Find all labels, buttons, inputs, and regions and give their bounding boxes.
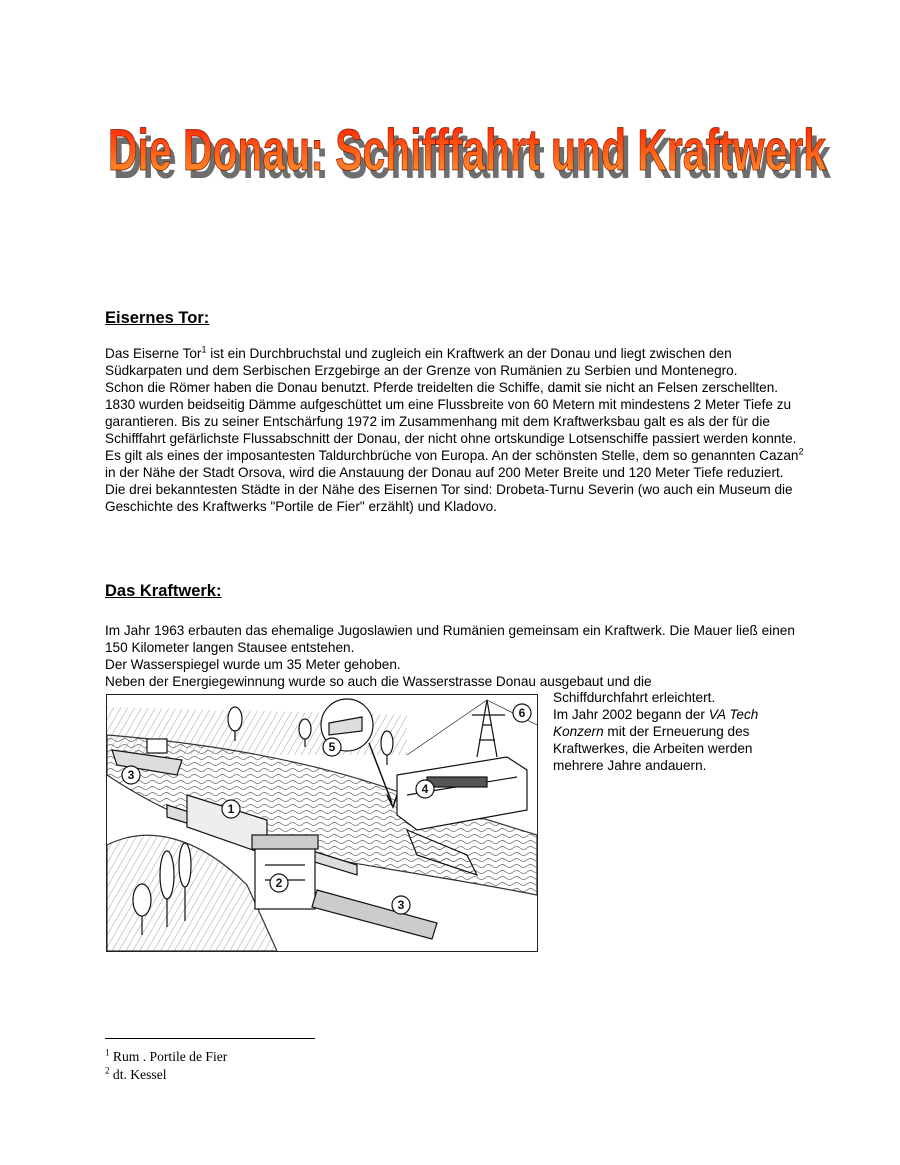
figure-label-6: 6 — [518, 706, 526, 720]
figure-label-1: 1 — [227, 802, 235, 816]
paragraph — [553, 706, 798, 774]
footnote-ref: 1 — [201, 344, 207, 355]
footnote-ref: 2 — [798, 446, 804, 457]
figure-label-2: 2 — [275, 876, 283, 890]
text: Im Jahr 2002 begann der — [553, 707, 709, 722]
text: in der Nähe der Stadt Orsova, wird die Anstauung der Donau auf 200 Meter Breite und 120 Meter Tiefe reduziert. — [105, 465, 784, 480]
figure-label-3a: 3 — [127, 768, 135, 782]
footnote-2 — [105, 1066, 167, 1083]
paragraph: Schiffdurchfahrt erleichtert. — [553, 690, 716, 705]
figure-label-5: 5 — [328, 740, 336, 754]
paragraph: Schon die Römer haben die Donau benutzt. Pferde treidelten die Schiffe, damit sie nicht an Felsen zerschellten. — [105, 380, 779, 395]
text: Es gilt als eines der imposantesten Taldurchbrüche von Europa. An der schönsten Stelle, dem so genannten Cazan — [105, 448, 799, 463]
footnote-number: 1 — [105, 1047, 110, 1058]
footnote-1 — [105, 1048, 227, 1065]
section-body-kraftwerk — [105, 622, 805, 690]
page-title-text: Die Donau: Schifffahrt und Kraftwerk — [108, 118, 827, 183]
text: mit der Erneuerung des Kraftwerkes, die Arbeiten werden mehrere Jahre andauern. — [553, 724, 753, 773]
paragraph — [105, 345, 805, 379]
paragraph: Neben der Energiegewinnung wurde so auch die Wasserstrasse Donau ausgebaut und die — [105, 674, 652, 689]
footnote-text: dt. Kessel — [112, 1067, 167, 1082]
figure-label-3b: 3 — [397, 898, 405, 912]
text: ist ein Durchbruchstal und zugleich ein Kraftwerk an der Donau und liegt zwischen den Südkarpaten und dem Serbischen Erzgebirge an der Grenze von Rumänien zu Serbien und Montenegro. — [105, 346, 738, 378]
company-name: VA Tech Konzern — [553, 707, 759, 739]
section-body-eisernes-tor — [105, 345, 805, 515]
footnote-text: Rum . Portile de Fier — [112, 1049, 228, 1064]
paragraph — [105, 447, 805, 481]
page-title-shadow: Die Donau: Schifffahrt und Kraftwerk — [113, 126, 832, 191]
paragraph: Im Jahr 1963 erbauten das ehemalige Jugoslawien und Rumänien gemeinsam ein Kraftwerk. Die Mauer ließ einen 150 Kilometer langen Stausee entstehen. — [105, 623, 795, 655]
figure-label-4: 4 — [421, 782, 429, 796]
text: Das Eiserne Tor — [105, 346, 202, 361]
section-heading-kraftwerk: Das Kraftwerk: — [105, 582, 222, 600]
power-plant-illustration — [106, 694, 538, 952]
footnote-number: 2 — [105, 1065, 110, 1076]
footnote-divider — [105, 1038, 315, 1039]
paragraph: Die drei bekanntesten Städte in der Nähe des Eisernen Tor sind: Drobeta-Turnu Severin (wo auch ein Museum die Geschichte des Kraftwerks "Portile de Fier" erzählt) und Kladovo. — [105, 482, 793, 514]
figure-side-text — [553, 689, 798, 774]
paragraph: Der Wasserspiegel wurde um 35 Meter gehoben. — [105, 657, 401, 672]
page-title — [104, 112, 834, 194]
paragraph: 1830 wurden beidseitig Dämme aufgeschüttet um eine Flussbreite von 60 Metern mit mindestens 2 Meter Tiefe zu garantieren. Bis zu seiner Entschärfung 1972 im Zusammenhang mit dem Kraftwerksbau galt es als der für die Schifffahrt gefärlichste Flussabschnitt der Donau, der nicht ohne ortskundige Lotsenschiffe passiert werden konnte. — [105, 397, 797, 446]
section-heading-eisernes-tor: Eisernes Tor: — [105, 309, 210, 327]
